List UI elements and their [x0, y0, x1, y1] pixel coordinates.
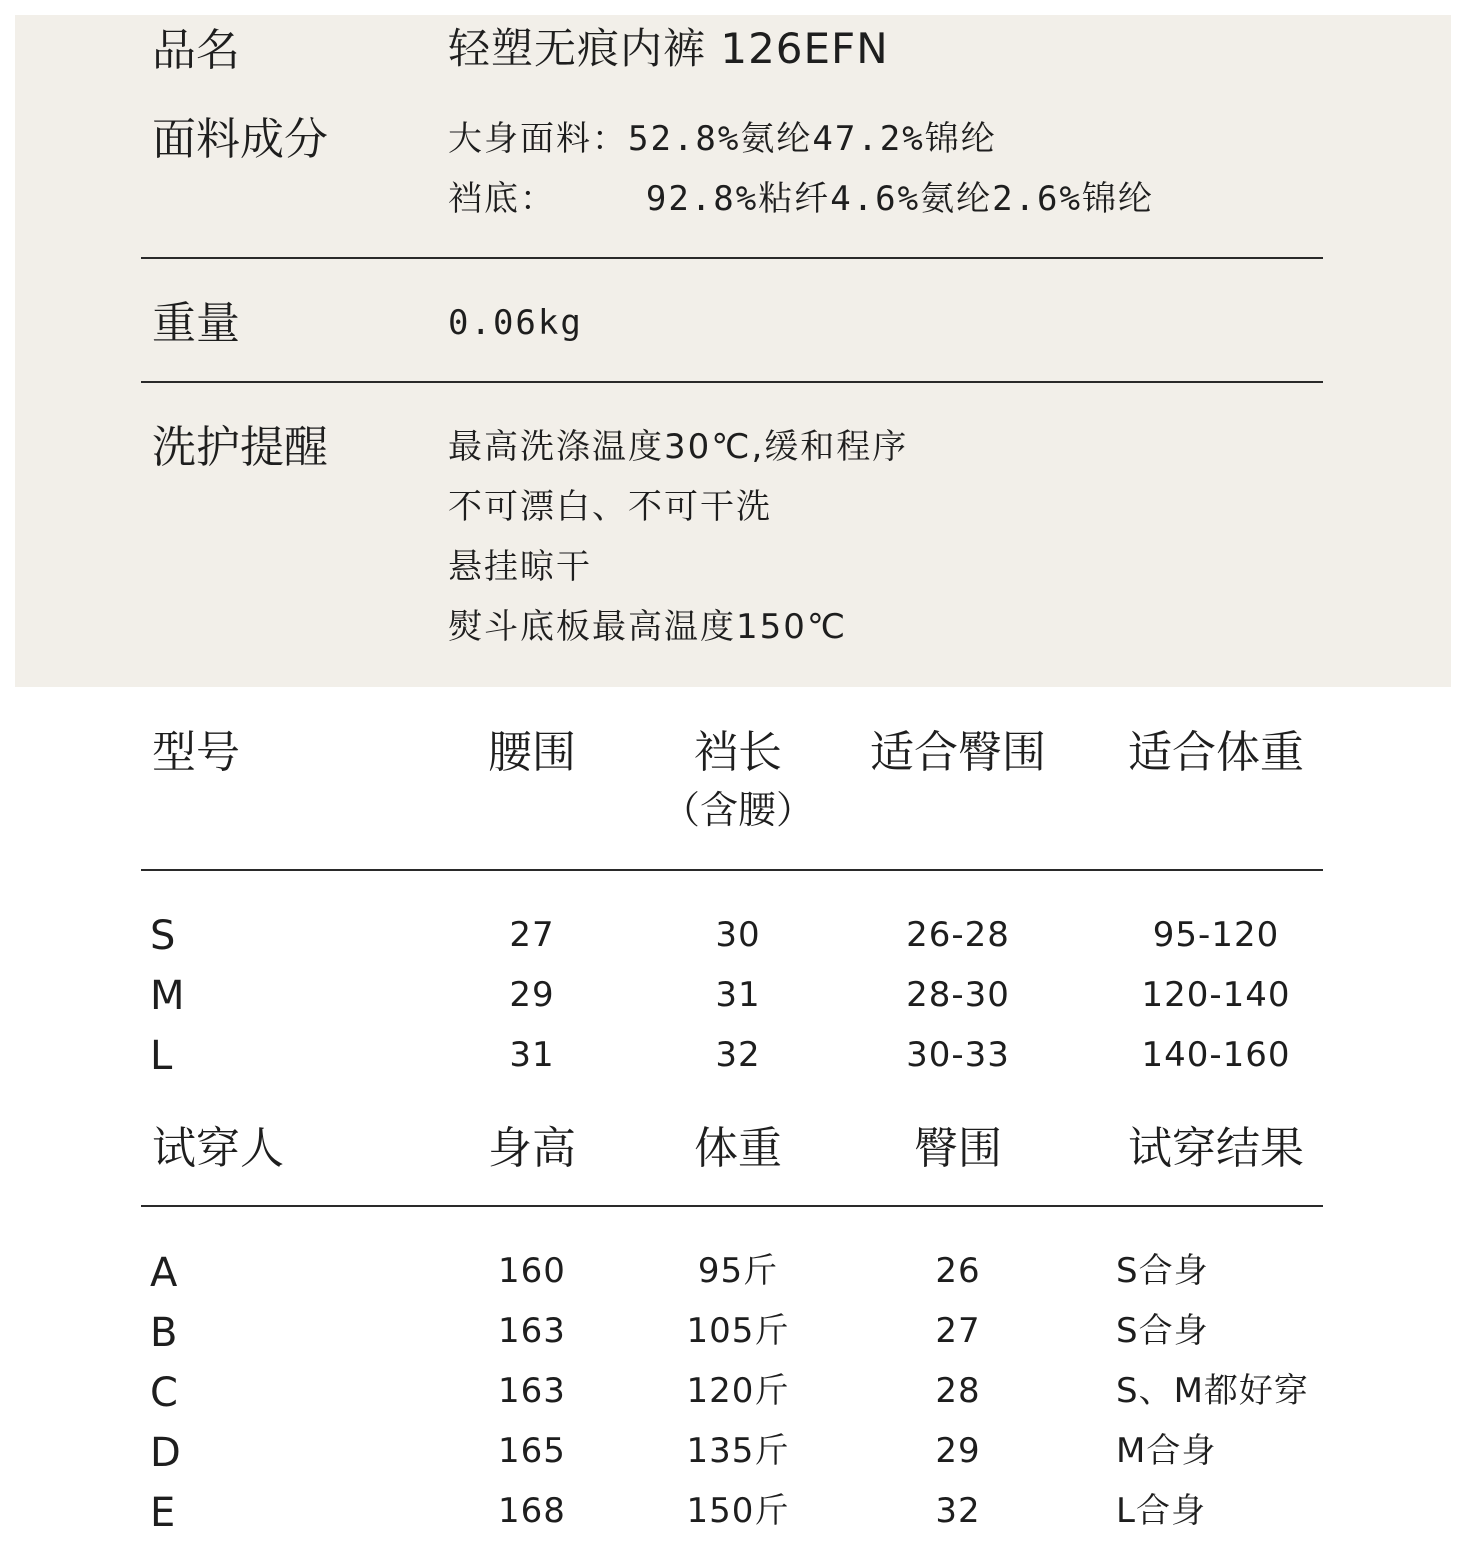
- care-line: 最高洗涤温度30℃,缓和程序: [448, 427, 909, 467]
- tester-id: A: [150, 1250, 178, 1296]
- tester-weight: 150斤: [686, 1491, 790, 1531]
- size-weight: 120-140: [1141, 975, 1291, 1015]
- weight-value: 0.06kg: [448, 303, 583, 343]
- tester-hip: 27: [935, 1311, 981, 1351]
- weight-label: 重量: [152, 298, 240, 349]
- product-name-value: 轻塑无痕内裤 126EFN: [448, 24, 889, 73]
- size-code: M: [150, 973, 185, 1019]
- tester-weight: 105斤: [686, 1311, 790, 1351]
- trial-result: L合身: [1116, 1491, 1206, 1531]
- size-header-hip: 适合臀围: [870, 727, 1046, 778]
- size-waist: 29: [509, 975, 555, 1015]
- size-hip: 30-33: [906, 1035, 1010, 1075]
- tester-id: B: [150, 1310, 178, 1356]
- size-rise: 32: [715, 1035, 761, 1075]
- tester-weight: 135斤: [686, 1431, 790, 1471]
- size-header-weight: 适合体重: [1128, 727, 1304, 778]
- divider: [141, 1205, 1323, 1207]
- product-name-label: 品名: [152, 25, 240, 76]
- trial-result: S合身: [1116, 1251, 1209, 1291]
- tester-height: 163: [498, 1371, 566, 1411]
- fabric-gusset-line: 裆底： 92.8%粘纤4.6%氨纶2.6%锦纶: [448, 179, 1154, 219]
- tester-height: 165: [498, 1431, 566, 1471]
- size-hip: 26-28: [906, 915, 1010, 955]
- care-line: 熨斗底板最高温度150℃: [448, 607, 848, 647]
- divider: [141, 381, 1323, 383]
- care-label: 洗护提醒: [152, 422, 328, 473]
- divider: [141, 869, 1323, 871]
- size-header-rise: 裆长: [694, 727, 782, 778]
- tester-hip: 32: [935, 1491, 981, 1531]
- care-line: 不可漂白、不可干洗: [448, 487, 772, 527]
- tester-height: 160: [498, 1251, 566, 1291]
- fabric-label: 面料成分: [152, 114, 328, 165]
- tester-hip: 26: [935, 1251, 981, 1291]
- size-header-waist: 腰围: [488, 727, 576, 778]
- trial-result: M合身: [1116, 1431, 1217, 1471]
- size-rise: 30: [715, 915, 761, 955]
- trial-result: S、M都好穿: [1116, 1371, 1309, 1411]
- tester-weight: 95斤: [697, 1251, 779, 1291]
- trial-header-tester: 试穿人: [152, 1123, 284, 1174]
- size-code: L: [150, 1033, 173, 1079]
- trial-header-result: 试穿结果: [1128, 1123, 1304, 1174]
- care-line: 悬挂晾干: [448, 547, 592, 587]
- divider: [141, 257, 1323, 259]
- size-header-rise-note: （含腰）: [661, 788, 814, 832]
- tester-weight: 120斤: [686, 1371, 790, 1411]
- tester-id: D: [150, 1430, 181, 1476]
- size-weight: 140-160: [1141, 1035, 1291, 1075]
- size-hip: 28-30: [906, 975, 1010, 1015]
- tester-id: C: [150, 1370, 178, 1416]
- tester-hip: 29: [935, 1431, 981, 1471]
- trial-header-height: 身高: [488, 1123, 576, 1174]
- tester-height: 163: [498, 1311, 566, 1351]
- size-waist: 31: [509, 1035, 555, 1075]
- tester-id: E: [150, 1490, 176, 1536]
- size-code: S: [150, 913, 176, 959]
- tester-hip: 28: [935, 1371, 981, 1411]
- trial-header-hip: 臀围: [914, 1123, 1002, 1174]
- tester-height: 168: [498, 1491, 566, 1531]
- trial-result: S合身: [1116, 1311, 1209, 1351]
- fabric-main-line: 大身面料：52.8%氨纶47.2%锦纶: [448, 119, 997, 159]
- size-rise: 31: [715, 975, 761, 1015]
- trial-header-weight: 体重: [694, 1123, 782, 1174]
- size-waist: 27: [509, 915, 555, 955]
- size-header-model: 型号: [152, 727, 240, 778]
- size-weight: 95-120: [1152, 915, 1280, 955]
